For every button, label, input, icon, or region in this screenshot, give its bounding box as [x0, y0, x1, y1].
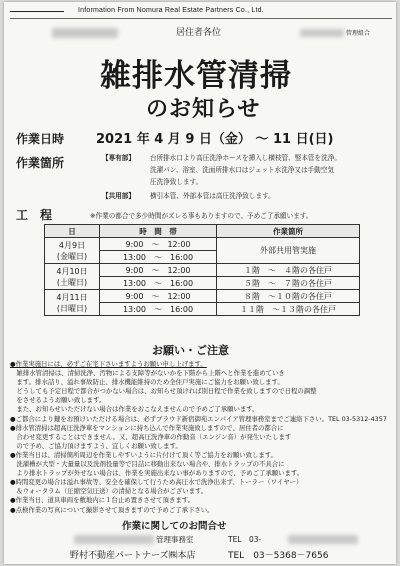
notice-line: より排水トラップが外せない場合は、作業を実施出来ない事がありますので、予めご了承願います。 [10, 469, 304, 478]
exclusive-line-2: 洗濯パン、浴室、洗面所排水口はジェット水洗浄又は手動空気 [150, 166, 334, 174]
date-text: 4月10日 [56, 266, 88, 276]
process-label: 工 程 [16, 208, 53, 222]
process-note: ※作業の都合で多少時間がズレる事もありますので、予めご了承願います。 [90, 212, 313, 220]
place-cell: １階 ～ ４階の各住戸 [217, 264, 360, 277]
redacted-association-name [300, 29, 344, 37]
company-tel: TEL 03－5368－7656 [228, 551, 329, 561]
notice-line: 合わせ変更することはできません。又、超高圧洗浄車の作動音（エンジン音）が発生いたします [10, 432, 292, 441]
notice-line: 雑排水管清掃は、清掃洗浄、汚物による支障等がないかを下階から上階へと作業を進めていき [10, 369, 285, 378]
notice-line: ●時間変更の場合は溢れ事故等、安全を確保して行うため高圧水で洗浄出来ず、トーラー（ワイヤー） [10, 478, 303, 487]
place-label: 作業箇所 [16, 156, 65, 170]
page-title: 雑排水管清掃 [100, 58, 292, 94]
notice-line: ●作業実施日には、必ずご在宅下さいますようお願い申し上げます。 [10, 360, 207, 368]
common-line: 横引本管、外部本管は高圧洗浄致します。 [150, 192, 275, 200]
notice-sheet [4, 2, 396, 564]
office-label: 管理事務室 [156, 535, 194, 544]
notice-line: また、お知らせいただけない場合は作業をおこなえませんので予めご了承願います。 [10, 405, 259, 414]
datetime-value: 2021 年 4 月 9 日（金） ～ 11 日(日) [96, 132, 334, 147]
table-row [45, 264, 360, 277]
place-cell: ５階 ～ ７階の各住戸 [217, 277, 360, 290]
notice-line: 洗濯槽が大型・大量量以及洗剤投量等で目詰に移動出来ない場合や、排水トラップの不具合に [10, 460, 285, 469]
contact-heading: 作業に関してのお問合せ [122, 521, 227, 532]
weekday-text: (金曜日) [56, 251, 88, 261]
date-text: 4月11日 [56, 292, 88, 302]
company-header: Information From Nomura Real Estate Partners Co., Ltd. [78, 7, 264, 14]
exclusive-tag: 【専有部】 [102, 154, 135, 162]
place-cell: 外部共用管実施 [217, 238, 360, 264]
redacted-property-name [52, 28, 118, 38]
exclusive-line-3: 圧洗浄致します。 [150, 178, 203, 186]
notice-line: ●作業当日は、清掃箇所周辺を作業しやすいように片付けて頂く等ご協力をお願い致します。 [10, 450, 278, 459]
time-cell: 13:00 ～ 16:00 [100, 251, 217, 264]
time-cell: 9:00 ～ 12:00 [100, 290, 217, 303]
association-label: 管理組合 [346, 30, 371, 37]
notice-line: ●作業当日、道具車両を敷地内に１台止め置きさせて頂きます。 [10, 496, 195, 505]
time-cell: 9:00 ～ 12:00 [100, 238, 217, 251]
col-time: 時 間 帯 [100, 225, 217, 238]
notice-line: どうしても予定日程で都合がつかない場合は、お知らせ頂ければ別日程で作業を致しますので日程の調整 [10, 387, 317, 396]
time-cell: 13:00 ～ 16:00 [100, 277, 217, 290]
office-tel: TEL 03- [228, 535, 262, 544]
exclusive-line-1: 台所排水口より高圧洗浄ホースを挿入し横枝管、竪本管を洗浄。 [150, 154, 341, 162]
notice-line: ＆ウォータラム（圧縮空気圧送）の清掃となる場合がございます。 [10, 487, 208, 496]
notice-line: ので予め、ご協力頂けますよう、宜しくお願い致します。 [10, 441, 182, 450]
date-cell [45, 290, 100, 316]
table-row [45, 238, 360, 251]
notice-line: ●点検作業の写真について撮影させて頂きますので予めご了承下さい。 [10, 505, 214, 514]
col-place: 作業箇所 [217, 225, 360, 238]
weekday-text: (土曜日) [56, 277, 88, 287]
page-subtitle: のお知らせ [146, 97, 261, 122]
notice-line: ます。排水詰り、溢れ事故防止、排水機能維持のため全住戸実施にご協力をお願い致します。 [10, 378, 284, 387]
place-cell: ８階 ～１０階の各住戸 [217, 290, 360, 303]
header-rule [10, 11, 64, 12]
datetime-label: 作業日時 [16, 132, 65, 146]
notice-line: をさせるようお願い致します。 [10, 396, 106, 405]
date-text: 4月9日 [58, 240, 86, 250]
common-tag: 【共用部】 [102, 192, 135, 200]
date-cell [45, 238, 100, 264]
header-underline [10, 18, 392, 19]
table-row [45, 290, 360, 303]
redacted-office-number [288, 535, 358, 544]
weekday-text: (日曜日) [56, 303, 88, 313]
notice-list [10, 360, 392, 515]
redacted-office-name [74, 535, 154, 544]
time-cell: 9:00 ～ 12:00 [100, 264, 217, 277]
notice-title: お願い・ご注意 [152, 344, 229, 357]
notice-line: ●ご都合により鍵をお預けいただける場合は、必ずブラウド新宿御苑エンパイア管理事務室までご連絡下さい。TEL 03-5312-4357 [10, 414, 387, 423]
col-date: 日 [45, 225, 100, 238]
notice-line: ●排水管清掃は超高圧洗浄車をマンションに持ち込んで作業実施致しますので、居住者の都合に [10, 423, 284, 432]
resident-label: 居住者各位 [176, 28, 222, 38]
place-cell: １１階 ～１３階の各住戸 [217, 303, 360, 316]
time-cell: 13:00 ～ 16:00 [100, 303, 217, 316]
company-name: 野村不動産パートナーズ㈱本店 [70, 551, 196, 561]
date-cell [45, 264, 100, 290]
schedule-table [44, 224, 360, 316]
